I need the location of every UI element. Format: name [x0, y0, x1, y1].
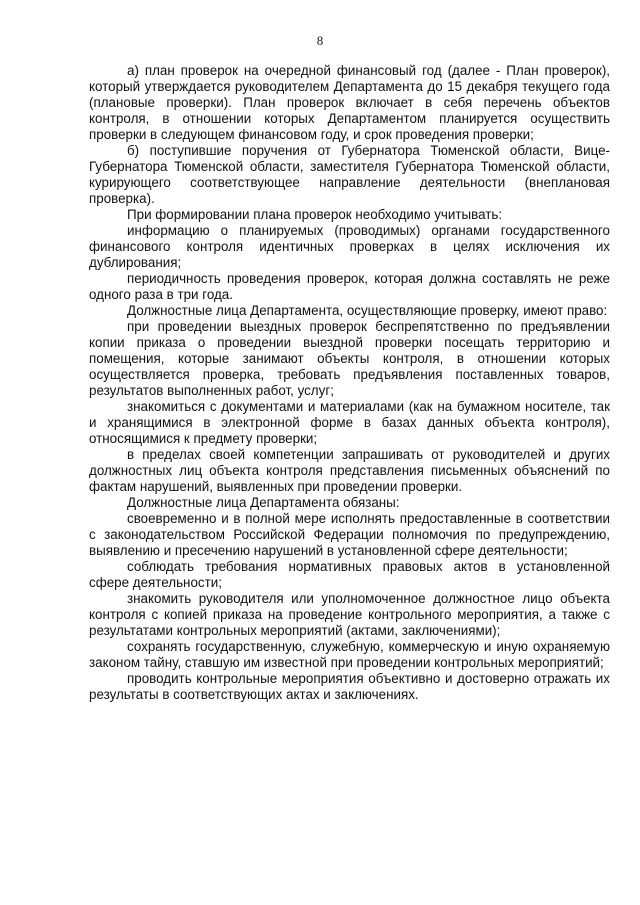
paragraph-right-documents: знакомиться с документами и материалами (как на бумажном носителе, так и хранящимися в электронной форме в базах данных объекта контроля), относящимися к предмету проверки;: [89, 399, 610, 446]
paragraph-right-explanations: в пределах своей компетенции запрашивать от руководителей и других должностных лиц объекта контроля представления письменных объяснений по фактам нарушений, выявленных при проведении проверки.: [89, 447, 610, 494]
paragraph-duty-powers: своевременно и в полной мере исполнять предоставленные в соответствии с законодательством Российской Федерации полномочия по предупреждению, выявлению и пресечению нарушений в установленной сфере деятельности;: [89, 511, 610, 558]
paragraph-rights-intro: Должностные лица Департамента, осуществляющие проверку, имеют право:: [127, 303, 608, 318]
paragraph-duty-secrecy: сохранять государственную, служебную, коммерческую и иную охраняемую законом тайну, ставшую им известной при проведении контрольных мероприятий;: [89, 639, 610, 670]
paragraph-right-onsite-visits: при проведении выездных проверок беспрепятственно по предъявлении копии приказа о проведении выездной проверки посещать территорию и помещения, которые занимают объекты контроля, в отношении которых осуществляется проверка, требовать предъявления поставленных товаров, результатов выполненных работ, услуг;: [89, 319, 610, 398]
paragraph-duty-notify: знакомить руководителя или уполномоченное должностное лицо объекта контроля с копией приказа на проведение контрольного мероприятия, а также с результатами контрольных мероприятий (актами, заключениями);: [89, 591, 610, 638]
paragraph-duty-compliance: соблюдать требования нормативных правовых актов в установленной сфере деятельности;: [89, 559, 610, 590]
paragraph-duties-intro: Должностные лица Департамента обязаны:: [127, 495, 400, 510]
paragraph-plan-item-b: б) поступившие поручения от Губернатора Тюменской области, Вице-Губернатора Тюменской области, заместителя Губернатора Тюменской области, курирующего соответствующее направление деятельности (внеплановая проверка).: [89, 143, 610, 206]
page-number: 8: [316, 33, 324, 48]
paragraph-duty-objectivity: проводить контрольные мероприятия объективно и достоверно отражать их результаты в соответствующих актах и заключениях.: [89, 671, 610, 702]
paragraph-planning-intro: При формировании плана проверок необходимо учитывать:: [127, 207, 503, 222]
paragraph-plan-item-a: а) план проверок на очередной финансовый год (далее - План проверок), который утверждается руководителем Департамента до 15 декабря текущего года (плановые проверки). План проверок включает в себя перечень объектов контроля, в отношении которых Департаментом планируется осуществить проверки в следующем финансовом году, и срок проведения проверки;: [89, 63, 610, 142]
paragraph-planning-frequency: периодичность проведения проверок, которая должна составлять не реже одного раза в три года.: [89, 271, 610, 302]
paragraph-planning-info: информацию о планируемых (проводимых) органами государственного финансового контроля идентичных проверках в целях исключения их дублирования;: [89, 223, 610, 270]
document-body: [89, 63, 610, 703]
